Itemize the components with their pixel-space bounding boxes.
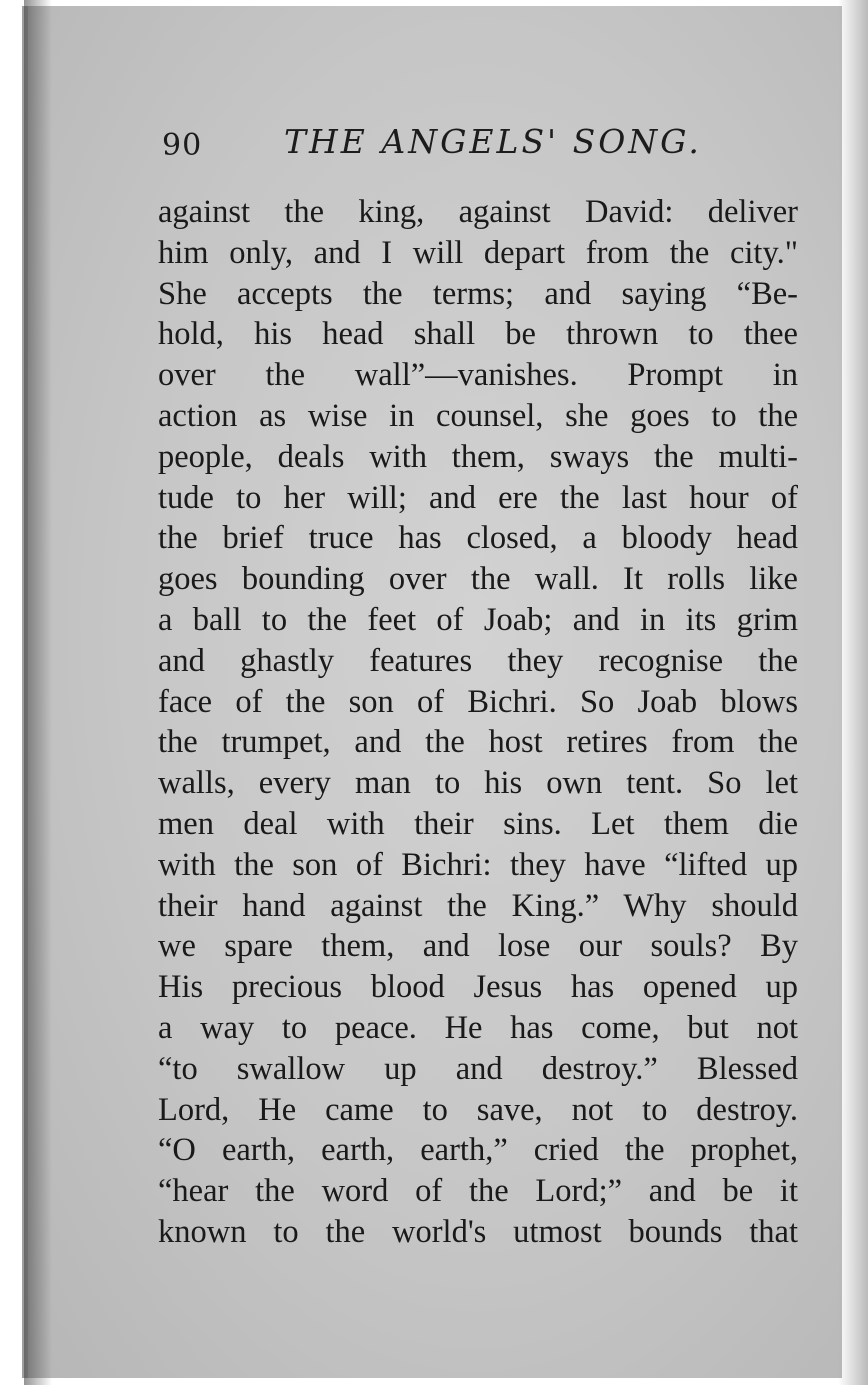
text-line: with the son of Bichri: they have “lifted up bbox=[158, 846, 798, 883]
text-line: face of the son of Bichri. So Joab blows bbox=[158, 683, 798, 720]
text-line: “to swallow up and destroy.” Blessed bbox=[158, 1050, 798, 1087]
text-line: against the king, against David: deliver bbox=[158, 194, 798, 230]
page-edge-shade bbox=[838, 0, 868, 1385]
text-line: their hand against the King.” Why should bbox=[158, 887, 798, 924]
binding-shadow bbox=[24, 0, 52, 1385]
text-line: action as wise in counsel, she goes to the bbox=[158, 397, 798, 434]
text-line: She accepts the terms; and saying “Be- bbox=[158, 275, 798, 312]
text-line: men deal with their sins. Let them die bbox=[158, 805, 798, 842]
text-line: people, deals with them, sways the multi- bbox=[158, 438, 798, 475]
running-header bbox=[162, 122, 802, 170]
text-line: Lord, He came to save, not to destroy. bbox=[158, 1091, 798, 1128]
text-line: a ball to the feet of Joab; and in its grim bbox=[158, 601, 798, 638]
text-line: goes bounding over the wall. It rolls like bbox=[158, 561, 798, 598]
text-line: known to the world's utmost bounds that bbox=[158, 1213, 798, 1250]
text-line: the trumpet, and the host retires from the bbox=[158, 724, 798, 761]
text-line: we spare them, and lose our souls? By bbox=[158, 928, 798, 965]
running-title: THE ANGELS' SONG. bbox=[284, 122, 702, 161]
body-text bbox=[158, 192, 798, 1253]
page-number: 90 bbox=[162, 128, 203, 163]
text-line: hold, his head shall be thrown to thee bbox=[158, 316, 798, 353]
text-line: “O earth, earth, earth,” cried the prophet, bbox=[158, 1132, 798, 1169]
text-line: a way to peace. He has come, but not bbox=[158, 1009, 798, 1046]
text-line: “hear the word of the Lord;” and be it bbox=[158, 1173, 798, 1210]
text-line: over the wall”—vanishes. Prompt in bbox=[158, 357, 798, 394]
text-line: tude to her will; and ere the last hour of bbox=[158, 479, 798, 516]
text-line: and ghastly features they recognise the bbox=[158, 642, 798, 679]
text-line: the brief truce has closed, a bloody head bbox=[158, 520, 798, 557]
text-line: His precious blood Jesus has opened up bbox=[158, 969, 798, 1006]
text-line: him only, and I will depart from the city." bbox=[158, 234, 798, 271]
text-line: walls, every man to his own tent. So let bbox=[158, 765, 798, 802]
